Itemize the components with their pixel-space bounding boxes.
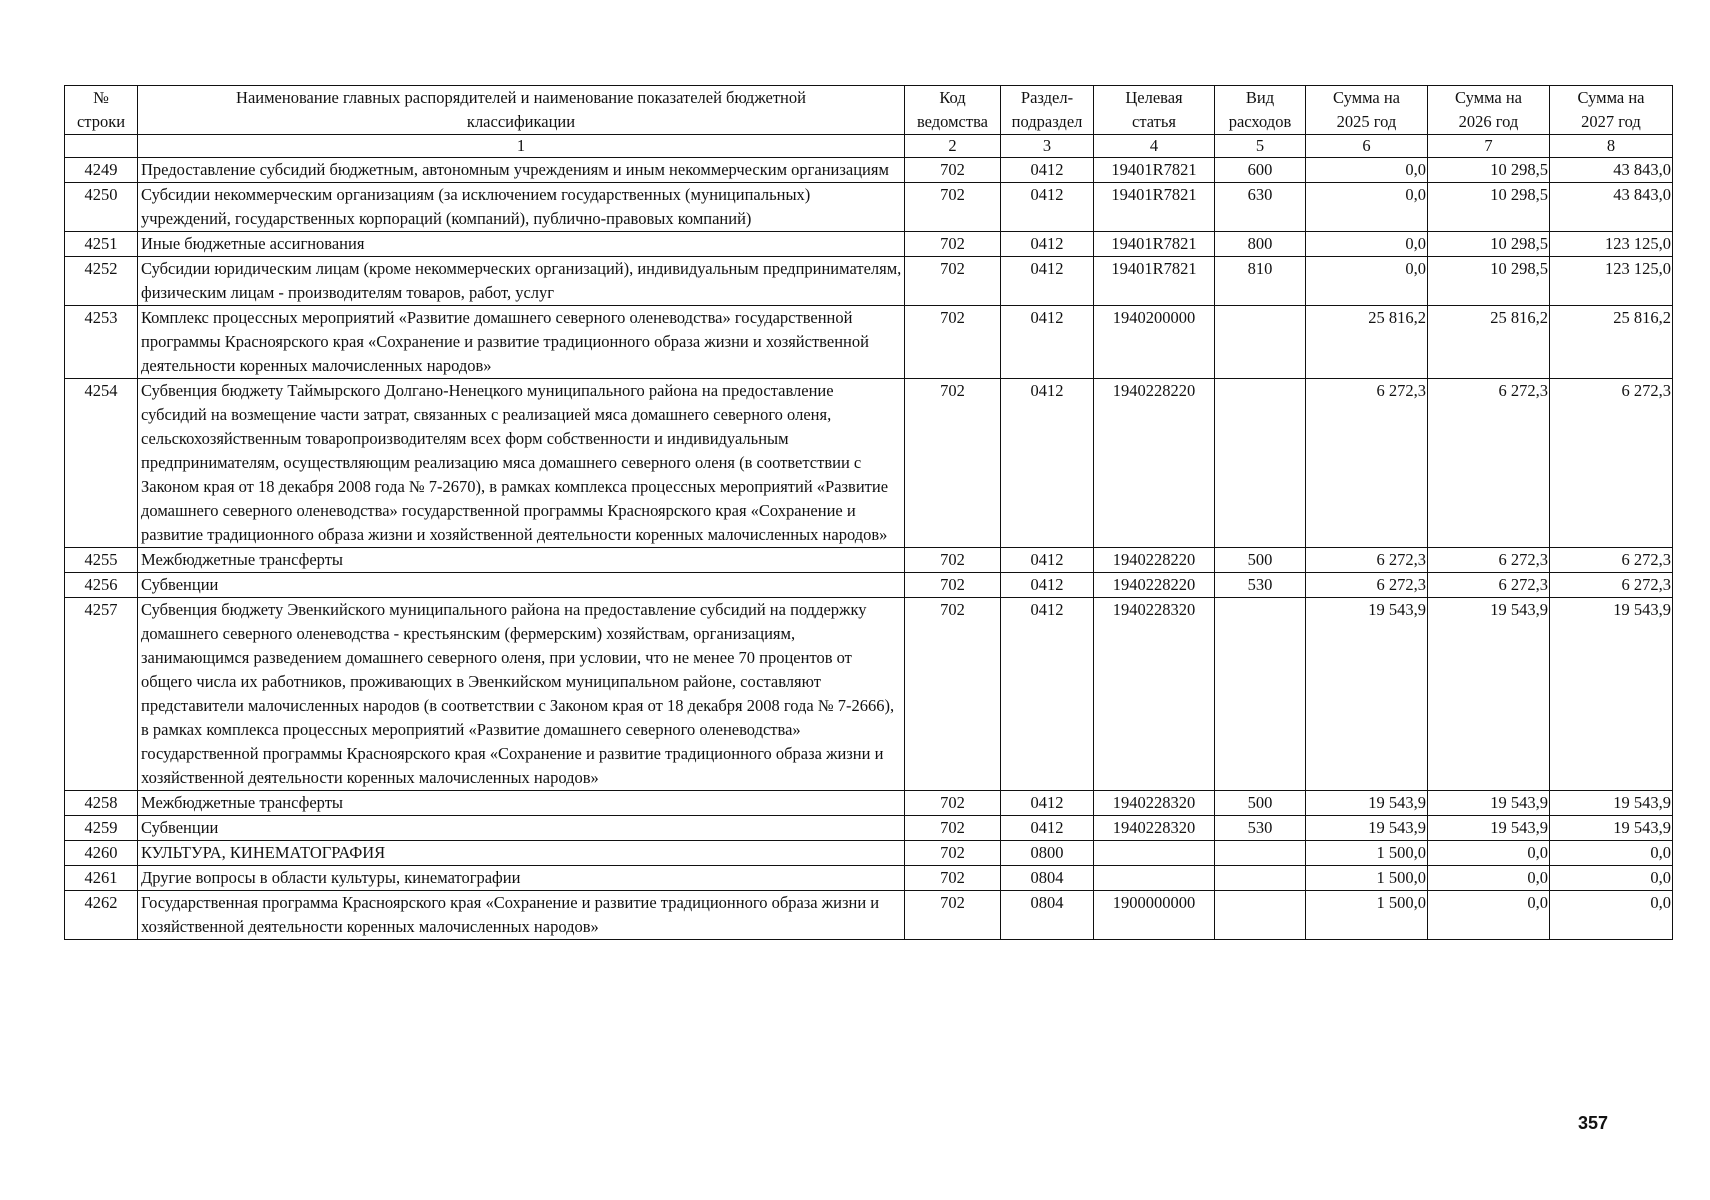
sum-2026-cell: 0,0 bbox=[1428, 866, 1550, 891]
expense-type-cell: 500 bbox=[1215, 548, 1306, 573]
sum-2027-cell: 19 543,9 bbox=[1550, 598, 1673, 791]
row-number-cell: 4249 bbox=[65, 158, 138, 183]
sum-2026-cell: 10 298,5 bbox=[1428, 158, 1550, 183]
table-row bbox=[65, 816, 1673, 841]
section-cell: 0804 bbox=[1001, 891, 1094, 940]
sum-2025-cell: 6 272,3 bbox=[1306, 573, 1428, 598]
header-line: Целевая bbox=[1125, 88, 1183, 107]
sum-2027-cell: 6 272,3 bbox=[1550, 573, 1673, 598]
section-cell: 0412 bbox=[1001, 232, 1094, 257]
row-number-cell: 4256 bbox=[65, 573, 138, 598]
section-cell: 0412 bbox=[1001, 158, 1094, 183]
sum-2025-cell: 25 816,2 bbox=[1306, 306, 1428, 379]
sum-2025-cell: 0,0 bbox=[1306, 257, 1428, 306]
header-line: Наименование главных распорядителей и наименование показателей бюджетной bbox=[236, 88, 806, 107]
header-line: статья bbox=[1132, 112, 1176, 131]
table-row bbox=[65, 306, 1673, 379]
header-line: Код bbox=[939, 88, 966, 107]
dept-code-cell: 702 bbox=[905, 598, 1001, 791]
column-number-row bbox=[65, 135, 1673, 158]
section-cell: 0412 bbox=[1001, 183, 1094, 232]
row-number-cell: 4253 bbox=[65, 306, 138, 379]
row-name-cell: Субсидии юридическим лицам (кроме некоммерческих организаций), индивидуальным предпринимателям, физическим лицам - производителям товаров, работ, услуг bbox=[138, 257, 905, 306]
sum-2025-cell: 0,0 bbox=[1306, 232, 1428, 257]
sum-2026-cell: 10 298,5 bbox=[1428, 183, 1550, 232]
expense-type-cell bbox=[1215, 598, 1306, 791]
sum-2026-cell: 10 298,5 bbox=[1428, 232, 1550, 257]
header-target-item bbox=[1094, 86, 1215, 135]
sum-2026-cell: 6 272,3 bbox=[1428, 548, 1550, 573]
sum-2027-cell: 0,0 bbox=[1550, 891, 1673, 940]
sum-2025-cell: 1 500,0 bbox=[1306, 891, 1428, 940]
row-number-cell: 4255 bbox=[65, 548, 138, 573]
expense-type-cell: 530 bbox=[1215, 816, 1306, 841]
sum-2026-cell: 19 543,9 bbox=[1428, 816, 1550, 841]
row-number-cell: 4254 bbox=[65, 379, 138, 548]
header-expense-type bbox=[1215, 86, 1306, 135]
sum-2027-cell: 123 125,0 bbox=[1550, 257, 1673, 306]
column-number: 6 bbox=[1306, 135, 1428, 158]
row-number-cell: 4259 bbox=[65, 816, 138, 841]
table-row bbox=[65, 232, 1673, 257]
column-number: 7 bbox=[1428, 135, 1550, 158]
row-name-cell: Субвенции bbox=[138, 816, 905, 841]
section-cell: 0412 bbox=[1001, 791, 1094, 816]
column-number: 3 bbox=[1001, 135, 1094, 158]
expense-type-cell bbox=[1215, 866, 1306, 891]
expense-type-cell bbox=[1215, 379, 1306, 548]
dept-code-cell: 702 bbox=[905, 841, 1001, 866]
dept-code-cell: 702 bbox=[905, 816, 1001, 841]
expense-type-cell: 630 bbox=[1215, 183, 1306, 232]
table-row bbox=[65, 183, 1673, 232]
column-number: 5 bbox=[1215, 135, 1306, 158]
table-header bbox=[65, 86, 1673, 158]
column-number: 1 bbox=[138, 135, 905, 158]
header-line: 2027 год bbox=[1581, 112, 1641, 131]
header-line: № bbox=[93, 88, 109, 107]
sum-2027-cell: 19 543,9 bbox=[1550, 791, 1673, 816]
table-row bbox=[65, 791, 1673, 816]
target-item-cell: 19401R7821 bbox=[1094, 183, 1215, 232]
table-row bbox=[65, 573, 1673, 598]
page-number: 357 bbox=[1578, 1113, 1609, 1133]
row-name-cell: Межбюджетные трансферты bbox=[138, 791, 905, 816]
table-row bbox=[65, 158, 1673, 183]
row-name-cell: Комплекс процессных мероприятий «Развитие домашнего северного оленеводства» государственной программы Красноярского края «Сохранение и развитие традиционного образа жизни и хозяйственной деятельности коренных малочисленных народов» bbox=[138, 306, 905, 379]
section-cell: 0412 bbox=[1001, 816, 1094, 841]
sum-2025-cell: 19 543,9 bbox=[1306, 598, 1428, 791]
sum-2025-cell: 0,0 bbox=[1306, 183, 1428, 232]
target-item-cell: 1940228320 bbox=[1094, 598, 1215, 791]
table-row bbox=[65, 841, 1673, 866]
sum-2026-cell: 0,0 bbox=[1428, 841, 1550, 866]
row-number-cell: 4262 bbox=[65, 891, 138, 940]
header-sum-2025 bbox=[1306, 86, 1428, 135]
sum-2026-cell: 6 272,3 bbox=[1428, 379, 1550, 548]
section-cell: 0412 bbox=[1001, 548, 1094, 573]
header-line: расходов bbox=[1228, 112, 1292, 131]
row-number-cell: 4251 bbox=[65, 232, 138, 257]
dept-code-cell: 702 bbox=[905, 379, 1001, 548]
sum-2027-cell: 123 125,0 bbox=[1550, 232, 1673, 257]
target-item-cell bbox=[1094, 866, 1215, 891]
sum-2027-cell: 0,0 bbox=[1550, 841, 1673, 866]
dept-code-cell: 702 bbox=[905, 306, 1001, 379]
header-line: Раздел- bbox=[1020, 88, 1074, 107]
row-name-cell: Межбюджетные трансферты bbox=[138, 548, 905, 573]
header-line: 2025 год bbox=[1336, 112, 1397, 131]
row-number-cell: 4257 bbox=[65, 598, 138, 791]
expense-type-cell: 600 bbox=[1215, 158, 1306, 183]
section-cell: 0412 bbox=[1001, 598, 1094, 791]
target-item-cell: 1940228320 bbox=[1094, 791, 1215, 816]
target-item-cell: 1940228220 bbox=[1094, 548, 1215, 573]
section-cell: 0804 bbox=[1001, 866, 1094, 891]
expense-type-cell: 800 bbox=[1215, 232, 1306, 257]
header-row bbox=[65, 86, 1673, 135]
expense-type-cell: 500 bbox=[1215, 791, 1306, 816]
sum-2027-cell: 6 272,3 bbox=[1550, 379, 1673, 548]
table-row bbox=[65, 379, 1673, 548]
sum-2026-cell: 19 543,9 bbox=[1428, 598, 1550, 791]
sum-2025-cell: 1 500,0 bbox=[1306, 841, 1428, 866]
sum-2025-cell: 19 543,9 bbox=[1306, 816, 1428, 841]
sum-2026-cell: 25 816,2 bbox=[1428, 306, 1550, 379]
row-number-cell: 4258 bbox=[65, 791, 138, 816]
sum-2025-cell: 0,0 bbox=[1306, 158, 1428, 183]
table-row bbox=[65, 598, 1673, 791]
header-line: Сумма на bbox=[1333, 88, 1400, 107]
header-sum-2027 bbox=[1550, 86, 1673, 135]
target-item-cell: 1940228220 bbox=[1094, 573, 1215, 598]
row-name-cell: Субвенция бюджету Эвенкийского муниципального района на предоставление субсидий на поддержку домашнего северного оленеводства - крестьянским (фермерским) хозяйствам, организациям, занимающимся разведением домашнего северного оленя, при условии, что не менее 70 процентов от общего числа их работников, проживающих в Эвенкийском муниципальном районе, составляют представители малочисленных народов (в соответствии с Законом края от 18 декабря 2008 года № 7-2666), в рамках комплекса процессных мероприятий «Развитие домашнего северного оленеводства» государственной программы Красноярского края «Сохранение и развитие традиционного образа жизни и хозяйственной деятельности коренных малочисленных народов» bbox=[138, 598, 905, 791]
target-item-cell: 1900000000 bbox=[1094, 891, 1215, 940]
sum-2025-cell: 1 500,0 bbox=[1306, 866, 1428, 891]
row-number-cell: 4261 bbox=[65, 866, 138, 891]
table-row bbox=[65, 891, 1673, 940]
header-line: 2026 год bbox=[1458, 112, 1519, 131]
sum-2025-cell: 19 543,9 bbox=[1306, 791, 1428, 816]
target-item-cell: 19401R7821 bbox=[1094, 158, 1215, 183]
expense-type-cell: 530 bbox=[1215, 573, 1306, 598]
target-item-cell: 19401R7821 bbox=[1094, 232, 1215, 257]
section-cell: 0412 bbox=[1001, 573, 1094, 598]
column-number bbox=[65, 135, 138, 158]
section-cell: 0800 bbox=[1001, 841, 1094, 866]
dept-code-cell: 702 bbox=[905, 891, 1001, 940]
expense-type-cell bbox=[1215, 306, 1306, 379]
expense-type-cell bbox=[1215, 891, 1306, 940]
section-cell: 0412 bbox=[1001, 379, 1094, 548]
row-number-cell: 4260 bbox=[65, 841, 138, 866]
dept-code-cell: 702 bbox=[905, 183, 1001, 232]
sum-2025-cell: 6 272,3 bbox=[1306, 548, 1428, 573]
target-item-cell: 1940228320 bbox=[1094, 816, 1215, 841]
row-name-cell: Субсидии некоммерческим организациям (за исключением государственных (муниципальных) учреждений, государственных корпораций (компаний), публично-правовых компаний) bbox=[138, 183, 905, 232]
header-line: подраздел bbox=[1011, 112, 1083, 131]
row-name-cell: Предоставление субсидий бюджетным, автономным учреждениям и иным некоммерческим организациям bbox=[138, 158, 905, 183]
table-row bbox=[65, 257, 1673, 306]
dept-code-cell: 702 bbox=[905, 573, 1001, 598]
target-item-cell: 1940200000 bbox=[1094, 306, 1215, 379]
column-number: 2 bbox=[905, 135, 1001, 158]
header-section bbox=[1001, 86, 1094, 135]
header-line: Вид bbox=[1245, 88, 1275, 107]
budget-table bbox=[64, 85, 1673, 940]
row-name-cell: Другие вопросы в области культуры, кинематографии bbox=[138, 866, 905, 891]
sum-2027-cell: 19 543,9 bbox=[1550, 816, 1673, 841]
dept-code-cell: 702 bbox=[905, 257, 1001, 306]
row-number-cell: 4252 bbox=[65, 257, 138, 306]
sum-2027-cell: 25 816,2 bbox=[1550, 306, 1673, 379]
table-body bbox=[65, 158, 1673, 940]
sum-2026-cell: 0,0 bbox=[1428, 891, 1550, 940]
row-number-cell: 4250 bbox=[65, 183, 138, 232]
header-line: Сумма на bbox=[1455, 88, 1522, 107]
row-name-cell: Иные бюджетные ассигнования bbox=[138, 232, 905, 257]
sum-2026-cell: 6 272,3 bbox=[1428, 573, 1550, 598]
sum-2025-cell: 6 272,3 bbox=[1306, 379, 1428, 548]
header-line: строки bbox=[76, 112, 126, 131]
target-item-cell bbox=[1094, 841, 1215, 866]
dept-code-cell: 702 bbox=[905, 548, 1001, 573]
target-item-cell: 19401R7821 bbox=[1094, 257, 1215, 306]
dept-code-cell: 702 bbox=[905, 232, 1001, 257]
dept-code-cell: 702 bbox=[905, 866, 1001, 891]
row-name-cell: Субвенции bbox=[138, 573, 905, 598]
section-cell: 0412 bbox=[1001, 306, 1094, 379]
table-row bbox=[65, 866, 1673, 891]
sum-2026-cell: 10 298,5 bbox=[1428, 257, 1550, 306]
dept-code-cell: 702 bbox=[905, 791, 1001, 816]
header-row-number bbox=[65, 86, 138, 135]
target-item-cell: 1940228220 bbox=[1094, 379, 1215, 548]
header-name bbox=[138, 86, 905, 135]
column-number: 4 bbox=[1094, 135, 1215, 158]
sum-2027-cell: 43 843,0 bbox=[1550, 183, 1673, 232]
sum-2027-cell: 6 272,3 bbox=[1550, 548, 1673, 573]
section-cell: 0412 bbox=[1001, 257, 1094, 306]
column-number: 8 bbox=[1550, 135, 1673, 158]
header-sum-2026 bbox=[1428, 86, 1550, 135]
table-row bbox=[65, 548, 1673, 573]
header-line: Сумма на bbox=[1577, 88, 1645, 107]
sum-2026-cell: 19 543,9 bbox=[1428, 791, 1550, 816]
row-name-cell: Субвенция бюджету Таймырского Долгано-Ненецкого муниципального района на предоставление субсидий на возмещение части затрат, связанных с реализацией мяса домашнего северного оленя, сельскохозяйственным товаропроизводителям всех форм собственности и индивидуальным предпринимателям, осуществляющим реализацию мяса домашнего северного оленя (в соответствии с Законом края от 18 декабря 2008 года № 7-2670), в рамках комплекса процессных мероприятий «Развитие домашнего северного оленеводства» государственной программы Красноярского края «Сохранение и развитие традиционного образа жизни и хозяйственной деятельности коренных малочисленных народов» bbox=[138, 379, 905, 548]
dept-code-cell: 702 bbox=[905, 158, 1001, 183]
header-dept-code bbox=[905, 86, 1001, 135]
header-line: классификации bbox=[466, 112, 576, 131]
header-line: ведомства bbox=[916, 112, 988, 131]
row-name-cell: Государственная программа Красноярского края «Сохранение и развитие традиционного образа жизни и хозяйственной деятельности коренных малочисленных народов» bbox=[138, 891, 905, 940]
expense-type-cell bbox=[1215, 841, 1306, 866]
row-name-cell: КУЛЬТУРА, КИНЕМАТОГРАФИЯ bbox=[138, 841, 905, 866]
sum-2027-cell: 43 843,0 bbox=[1550, 158, 1673, 183]
expense-type-cell: 810 bbox=[1215, 257, 1306, 306]
sum-2027-cell: 0,0 bbox=[1550, 866, 1673, 891]
